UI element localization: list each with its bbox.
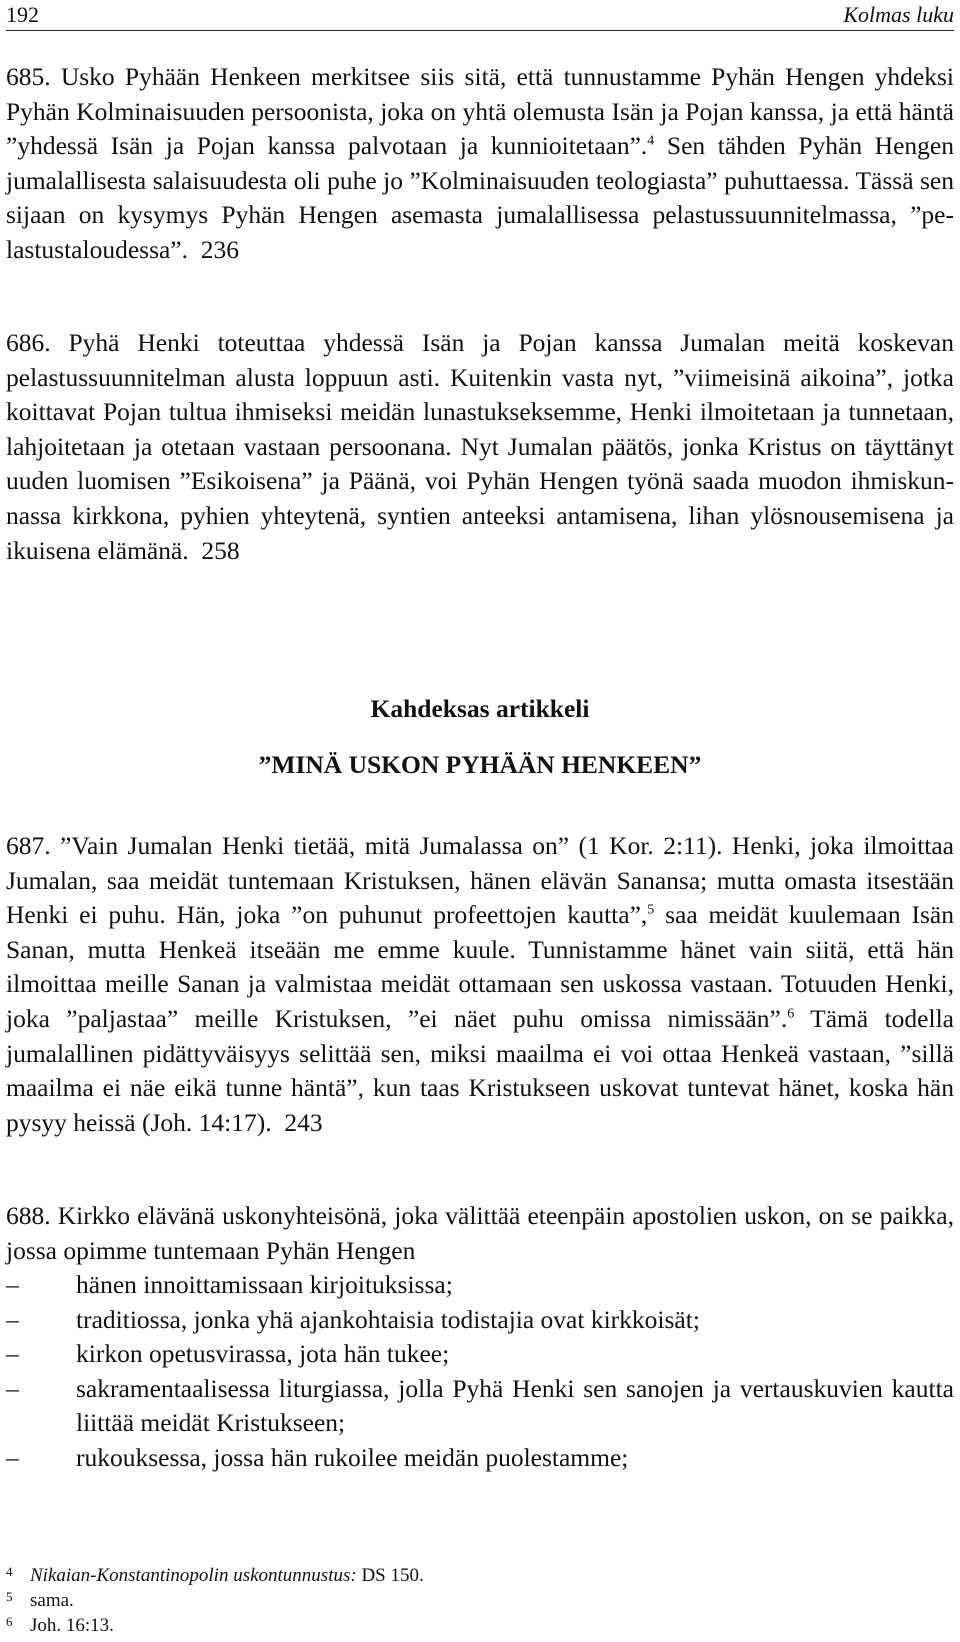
- cross-reference-258: 258: [201, 535, 240, 565]
- article-title: Kahdeksas artikkeli: [370, 694, 590, 723]
- dash-marker: –: [6, 1270, 19, 1299]
- footnotes: [6, 1563, 954, 1638]
- paragraph-687-text-c: Tämä todella jumalallinen pidättyväisyys selittää sen, miksi maailma ei voi ottaa Henkeä vastaan, ”sillä maailma ei näe eikä tunne häntä”, kun taas Kristukseen uskovat tuntevat hänet, koska hän pysyy heissä (Joh. 14:17).: [6, 1003, 954, 1137]
- cross-reference-243: 243: [284, 1107, 323, 1137]
- list-item: [6, 1268, 954, 1303]
- dash-marker: –: [6, 1373, 19, 1403]
- paragraph-685-text-a: 685. Usko Pyhään Henkeen merkitsee siis sitä, että tunnustamme Pyhän Hengen yhdeksi Pyhän Kolminaisuuden persoonista, joka on yhtä olemusta Isän ja Pojan kanssa, ja että häntä ”yhdessä Isän ja Pojan kanssa palvotaan ja kunnioitetaan”.: [6, 62, 954, 161]
- chapter-title: Kolmas luku: [843, 2, 954, 27]
- dash-marker: –: [6, 1339, 19, 1369]
- paragraph-685-text-b: Sen tähden Pyhän Hengen jumalallisesta salaisuudesta oli puhe jo ”Kolminaisuuden teologiasta” puhuttaessa. Tässä sen sijaan on kysymys Pyhän Hengen asemasta jumalallisessa pelastussuunnitelmassa, ”pelastustaloudessa”.: [6, 131, 954, 264]
- paragraph-687-text-b: saa meidät kuulemaan Isän Sanan, mutta Henkeä itseään me emme kuule. Tunnistamme hänet vain siitä, että hän ilmoittaa meille Sanan ja valmistaa meidät ottamaan sen uskossa vastaan. Totuuden Henki, joka ”paljastaa” meille Kristuksen, ”ei näet puhu omissa nimissään”.: [6, 900, 955, 1033]
- footnote-mark: 6: [6, 1614, 13, 1629]
- cross-reference-236: 236: [200, 234, 239, 264]
- paragraph-688-intro: 688. Kirkko elävänä uskonyhteisönä, joka välittää eteenpäin apostolien uskon, on se paikka, jossa opimme tuntemaan Pyhän Hengen: [6, 1201, 954, 1265]
- footnote-mark: 4: [6, 1564, 13, 1579]
- list-item-text: sakramentaalisessa liturgiassa, jolla Pyhä Henki sen sanojen ja vertauskuvien kautta liittää meidät Kristukseen;: [76, 1373, 954, 1438]
- footnote-ref-6[interactable]: 6: [787, 1006, 795, 1022]
- footnote-ref-4[interactable]: 4: [647, 133, 655, 149]
- footnote-6: [6, 1613, 954, 1638]
- article-subtitle: ”MINÄ USKON PYHÄÄN HENKEEN”: [258, 750, 702, 779]
- paragraph-685: [6, 60, 954, 268]
- list-item-text: kirkon opetusvirassa, jota hän tukee;: [76, 1339, 450, 1369]
- footnote-text: Joh. 16:13.: [30, 1615, 114, 1636]
- footnote-mark: 5: [6, 1589, 13, 1604]
- paragraph-687: [6, 829, 954, 1140]
- paragraph-688: [6, 1199, 954, 1268]
- dash-marker: –: [6, 1442, 19, 1472]
- paragraph-687-text-a: 687. ”Vain Jumalan Henki tietää, mitä Jumalassa on” (1 Kor. 2:11). Henki, joka ilmoittaa Jumalan, saa meidät tuntemaan Kristuksen, hänen elävän Sanansa; mutta omasta itsestään Henki ei puhu. Hän, joka ”on puhunut profeettojen kautta”,: [6, 831, 954, 930]
- footnote-4: [6, 1563, 954, 1588]
- footnote-text: DS 150.: [356, 1565, 424, 1586]
- dash-marker: –: [6, 1304, 19, 1334]
- footnote-text: sama.: [30, 1590, 74, 1611]
- paragraph-686-text: 686. Pyhä Henki toteuttaa yhdessä Isän ja Pojan kanssa Jumalan meitä koskevan pelastussuunnitelman alusta loppuun asti. Kuitenkin vasta nyt, ”viimeisinä aikoina”, jotka koittavat Pojan tultua ihmiseksi meidän lunastukseksemme, Henki ilmoitetaan ja tunnetaan, lahjoitetaan ja otetaan vastaan persoonana. Nyt Jumalan päätös, jonka Kristus on täyttänyt uuden luomisen ”Esikoisena” ja Päänä, voi Pyhän Hengen työnä saada muodon ihmiskunnassa kirkkona, pyhien yhteytenä, syntien anteeksi antamisena, lihan ylösnousemisena ja ikuisena elämänä.: [6, 328, 954, 565]
- running-header: [6, 0, 954, 31]
- page-number: 192: [6, 2, 39, 27]
- list-item: [6, 1441, 954, 1476]
- dash-list: [6, 1268, 954, 1476]
- footnote-ref-5[interactable]: 5: [647, 902, 655, 918]
- list-item: [6, 1337, 954, 1372]
- list-item: [6, 1303, 954, 1338]
- list-item: [6, 1372, 954, 1441]
- list-item-text: rukouksessa, jossa hän rukoilee meidän puolestamme;: [76, 1442, 629, 1472]
- paragraph-686: [6, 326, 954, 568]
- list-item-text: hänen innoittamissaan kirjoituksissa;: [76, 1270, 453, 1299]
- footnote-source-italic: Nikaian-Konstantinopolin uskontunnustus:: [30, 1565, 357, 1586]
- footnote-5: [6, 1588, 954, 1613]
- list-item-text: traditiossa, jonka yhä ajankohtaisia todistajia ovat kirkkoisät;: [76, 1304, 700, 1334]
